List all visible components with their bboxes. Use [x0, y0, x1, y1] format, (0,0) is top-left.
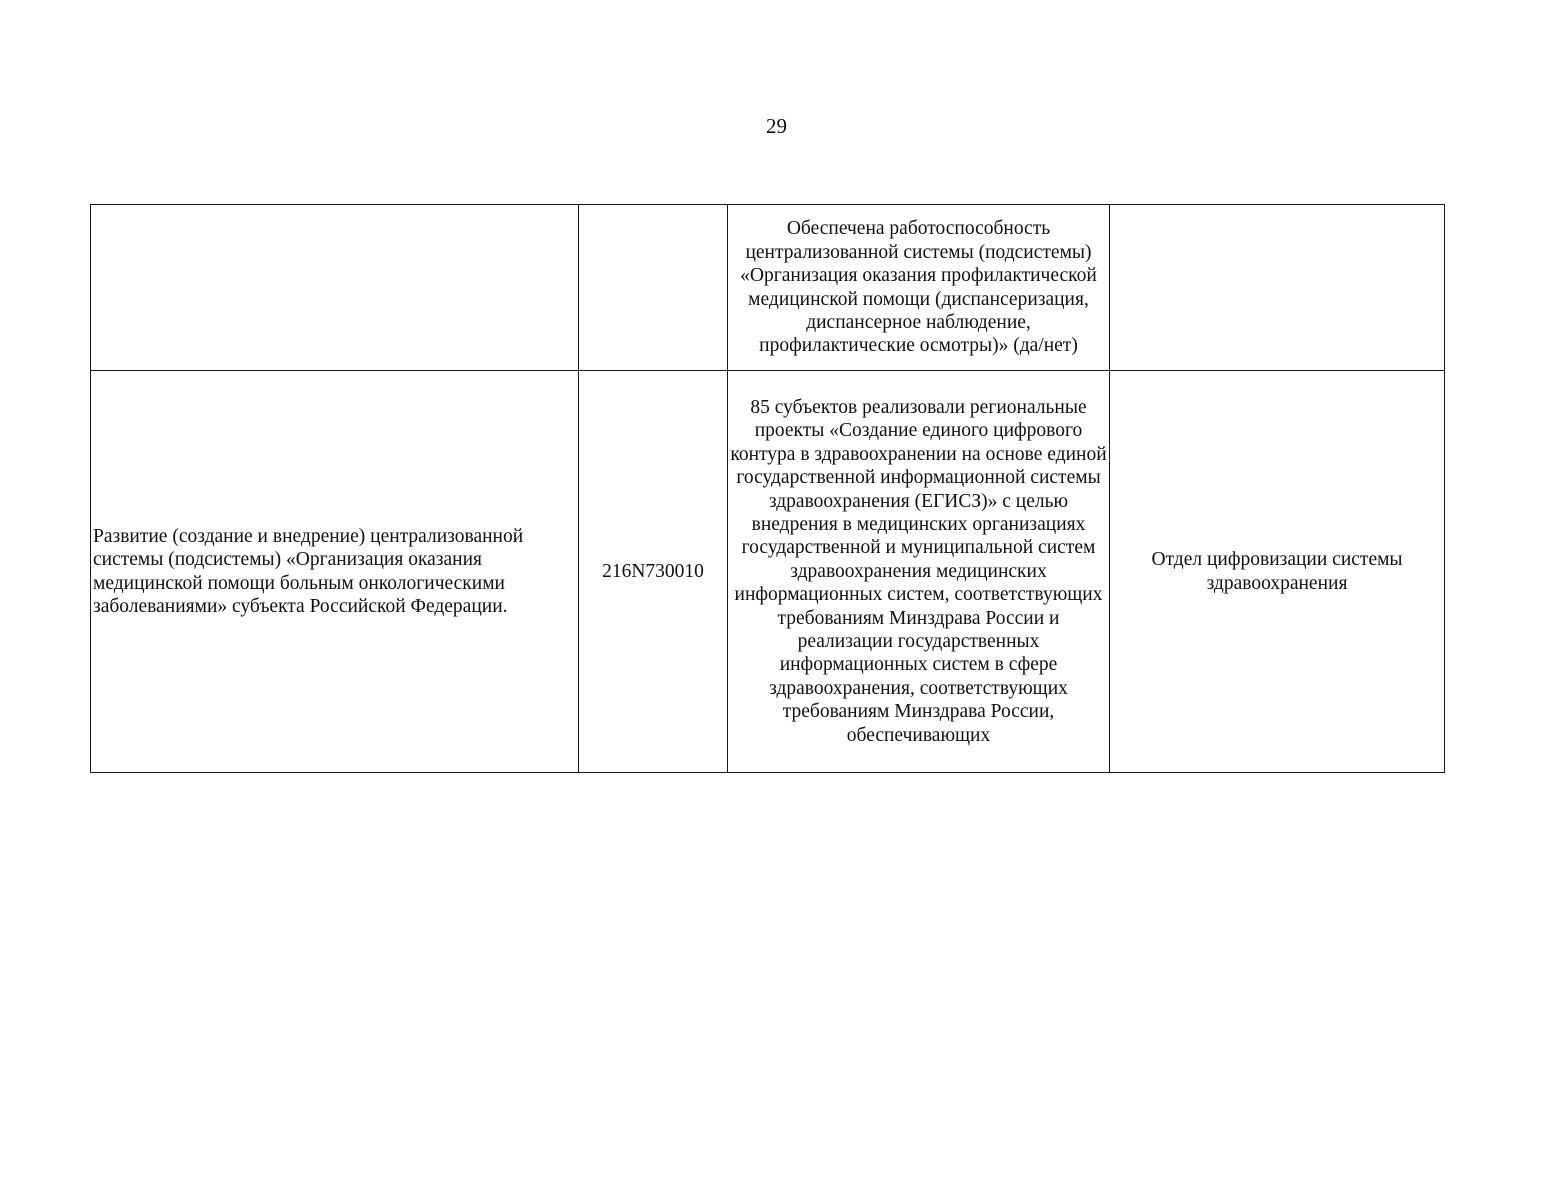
name-cell	[91, 205, 579, 371]
description-cell: 85 субъектов реализовали региональные проекты «Создание единого цифрового контура в здравоохранении на основе единой государственной информационной системы здравоохранения (ЕГИСЗ)» с целью внедрения в медицинских организациях государственной и муниципальной систем здравоохранения медицинских информационных систем, соответствующих требованиям Минздрава России и реализации государственных информационных систем в сфере здравоохранения, соответствующих требованиям Минздрава России, обеспечивающих	[728, 371, 1110, 773]
table-row	[91, 371, 1445, 773]
description-cell: Обеспечена работоспособность централизованной системы (подсистемы) «Организация оказания профилактической медицинской помощи (диспансеризация, диспансерное наблюдение, профилактические осмотры)» (да/нет)	[728, 205, 1110, 371]
department-cell	[1110, 205, 1445, 371]
document-table	[90, 204, 1445, 773]
code-cell: 216N730010	[579, 371, 728, 773]
department-cell: Отдел цифровизации системы здравоохранения	[1110, 371, 1445, 773]
code-cell	[579, 205, 728, 371]
page-number: 29	[766, 114, 787, 138]
name-cell: Развитие (создание и внедрение) централизованной системы (подсистемы) «Организация оказания медицинской помощи больным онкологическими заболеваниями» субъекта Российской Федерации.	[91, 371, 579, 773]
table-row	[91, 205, 1445, 371]
